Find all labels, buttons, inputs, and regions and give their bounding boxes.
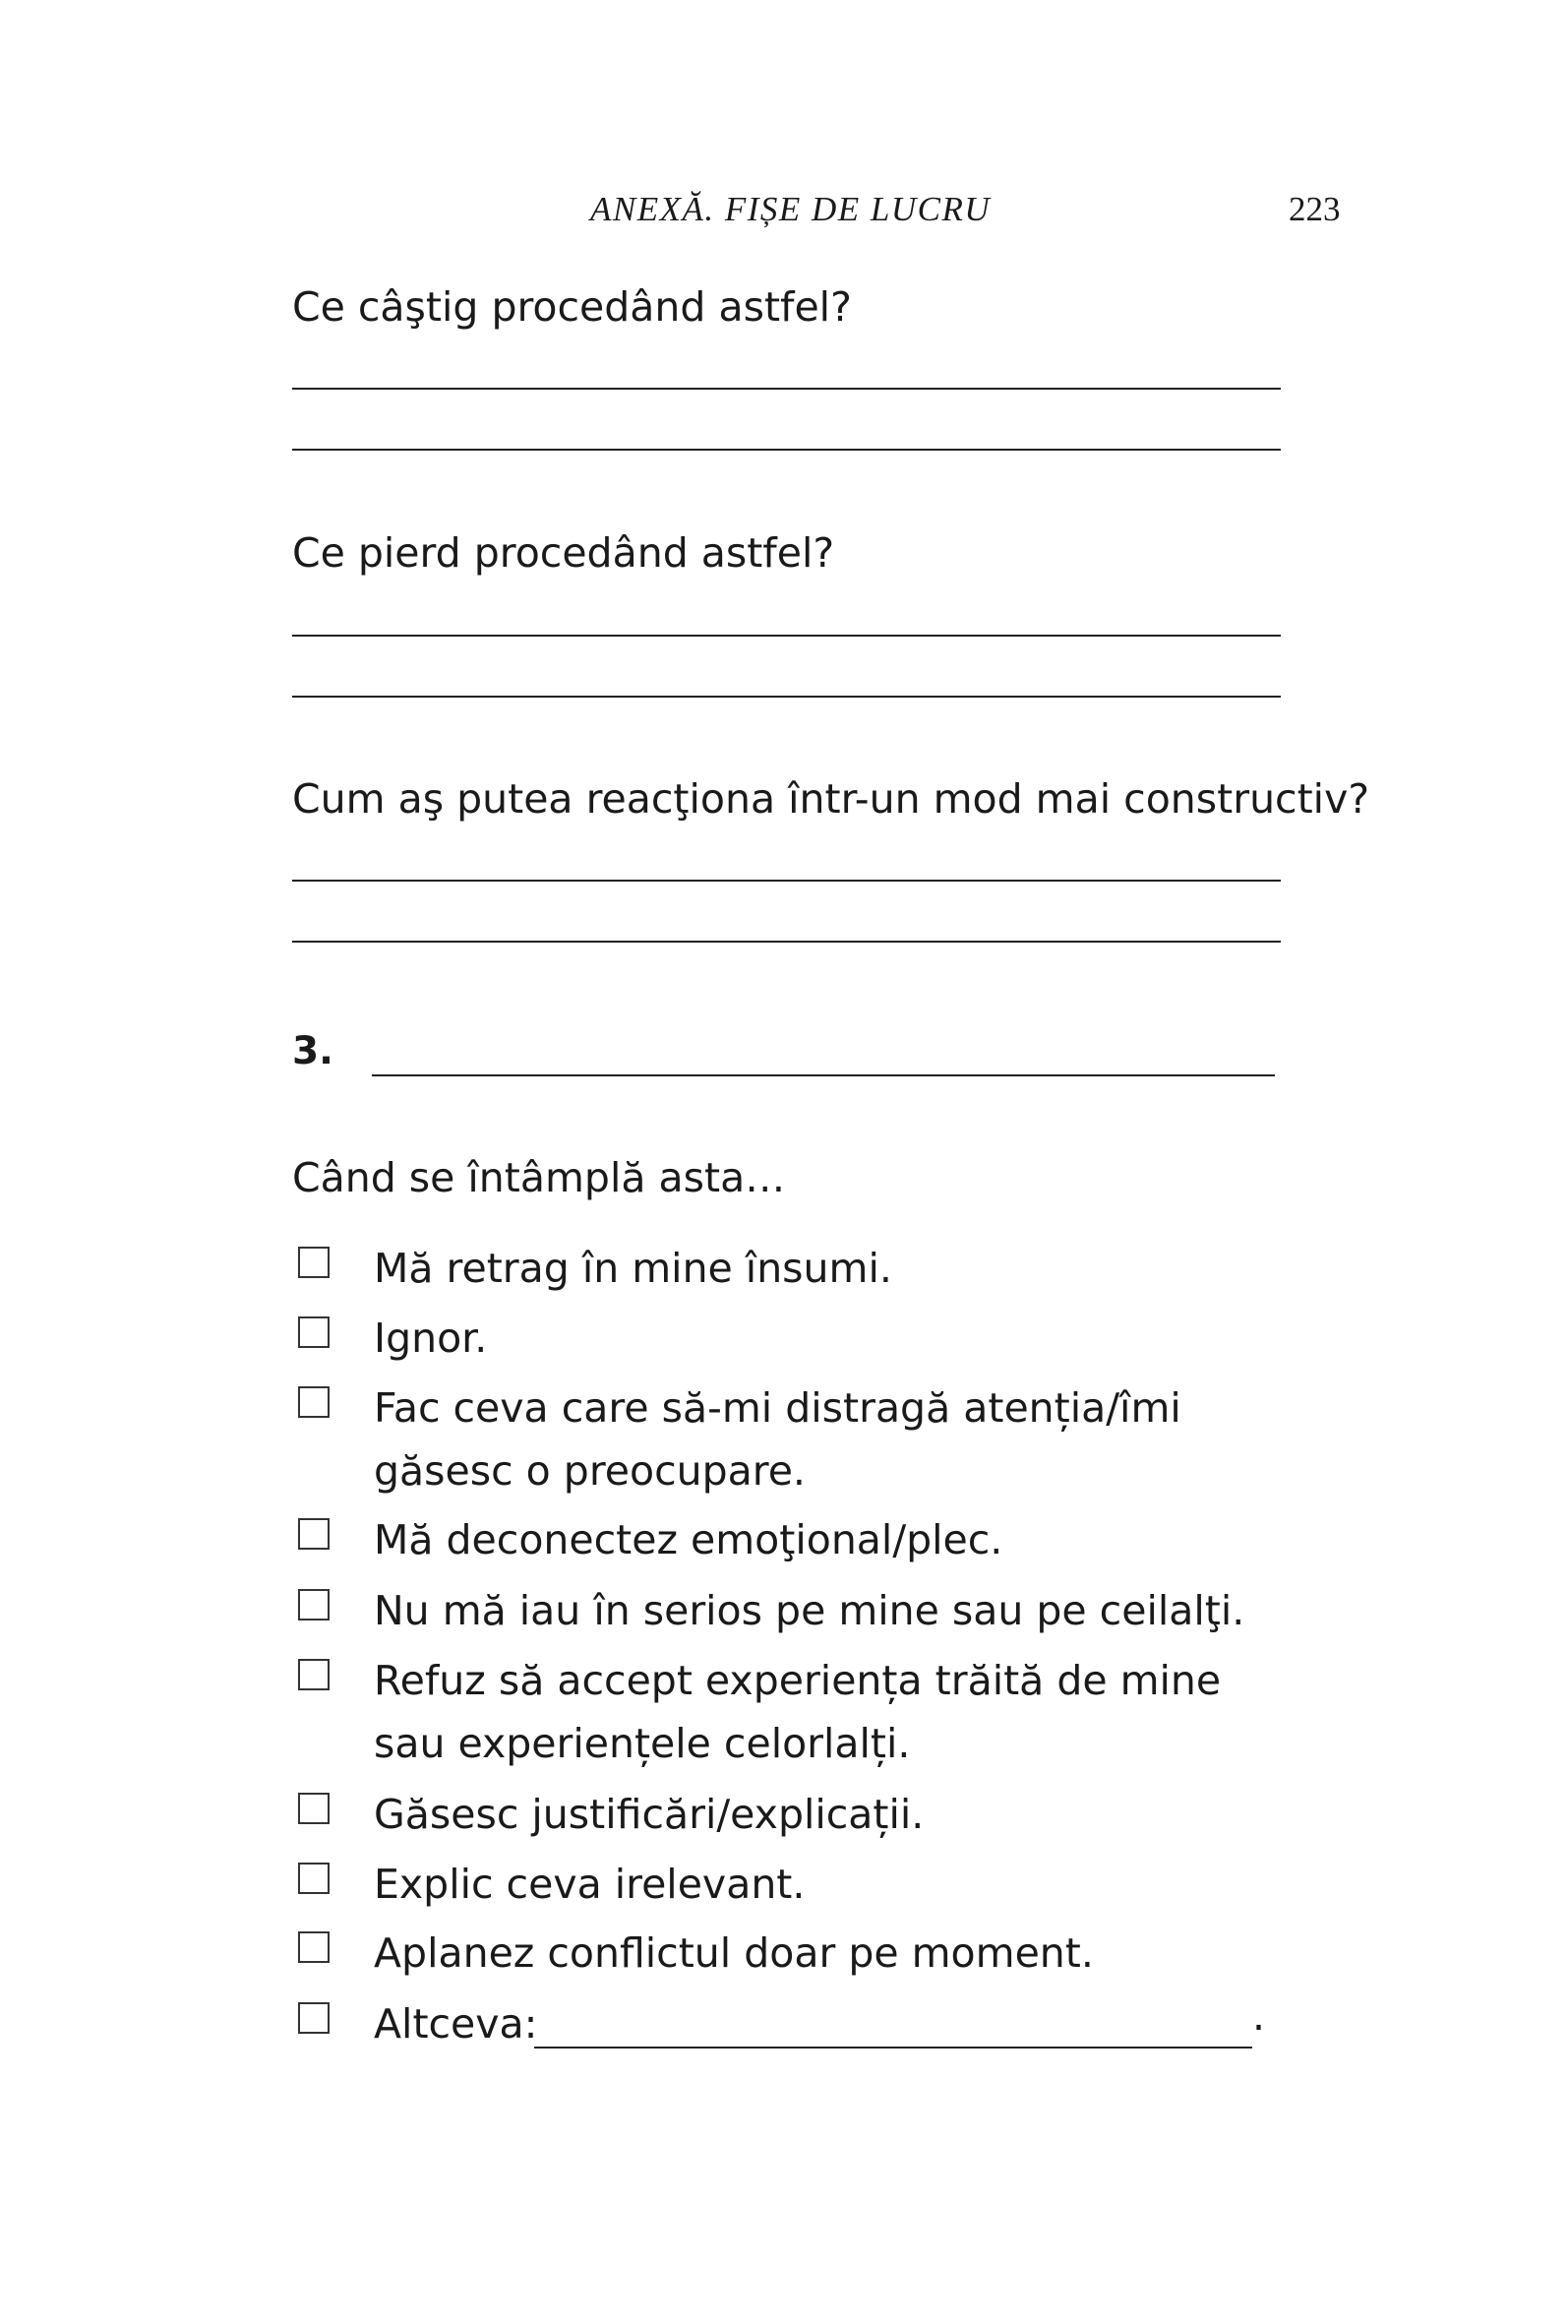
option-label: Mă retrag în mine însumi.: [374, 1245, 892, 1292]
answer-line[interactable]: [292, 635, 1281, 637]
running-header: ANEXĂ. FIȘE DE LUCRU: [590, 190, 992, 228]
question-gain: Ce câştig procedând astfel?: [292, 283, 852, 331]
checkbox[interactable]: [298, 1386, 330, 1418]
question-loss: Ce pierd procedând astfel?: [292, 529, 835, 577]
answer-line[interactable]: [292, 941, 1281, 943]
option-label: Refuz să accept experiența trăită de mine sau experiențele celorlalți.: [374, 1657, 1222, 1767]
option-label: Altceva:: [374, 2000, 538, 2048]
section-number: 3.: [292, 1029, 333, 1073]
question-constructive: Cum aş putea reacţiona într-un mod mai constructiv?: [292, 775, 1370, 823]
checkbox[interactable]: [298, 1316, 330, 1348]
checkbox[interactable]: [298, 1931, 330, 1963]
option-item: [298, 1649, 1292, 1777]
option-label: Aplanez conflictul doar pe moment.: [374, 1929, 1094, 1977]
answer-line[interactable]: [292, 880, 1281, 882]
page-number: 223: [1289, 190, 1341, 228]
other-answer-line[interactable]: [534, 2047, 1252, 2049]
section-intro: Când se întâmplă asta…: [292, 1154, 786, 1201]
option-label: Fac ceva care să-mi distragă atenția/îmi găsesc o preocupare.: [374, 1384, 1181, 1495]
other-end-period: .: [1252, 1992, 1266, 2040]
checkbox[interactable]: [298, 1793, 330, 1824]
option-label: Mă deconectez emoţional/plec.: [374, 1516, 1003, 1563]
checkbox[interactable]: [298, 2002, 330, 2034]
section-title-line[interactable]: [372, 1074, 1275, 1076]
answer-line[interactable]: [292, 388, 1281, 390]
checkbox[interactable]: [298, 1518, 330, 1550]
checkbox[interactable]: [298, 1589, 330, 1621]
answer-line[interactable]: [292, 449, 1281, 451]
option-label: Ignor.: [374, 1315, 488, 1362]
option-item-other: [298, 1992, 1292, 2120]
checkbox[interactable]: [298, 1659, 330, 1690]
option-label: Găsesc justificări/explicații.: [374, 1791, 925, 1838]
checkbox[interactable]: [298, 1863, 330, 1894]
checkbox[interactable]: [298, 1247, 330, 1278]
answer-line[interactable]: [292, 696, 1281, 698]
option-item: [298, 1376, 1292, 1504]
option-label: Nu mă iau în serios pe mine sau pe ceilalţi.: [374, 1587, 1245, 1634]
option-label: Explic ceva irelevant.: [374, 1861, 806, 1908]
